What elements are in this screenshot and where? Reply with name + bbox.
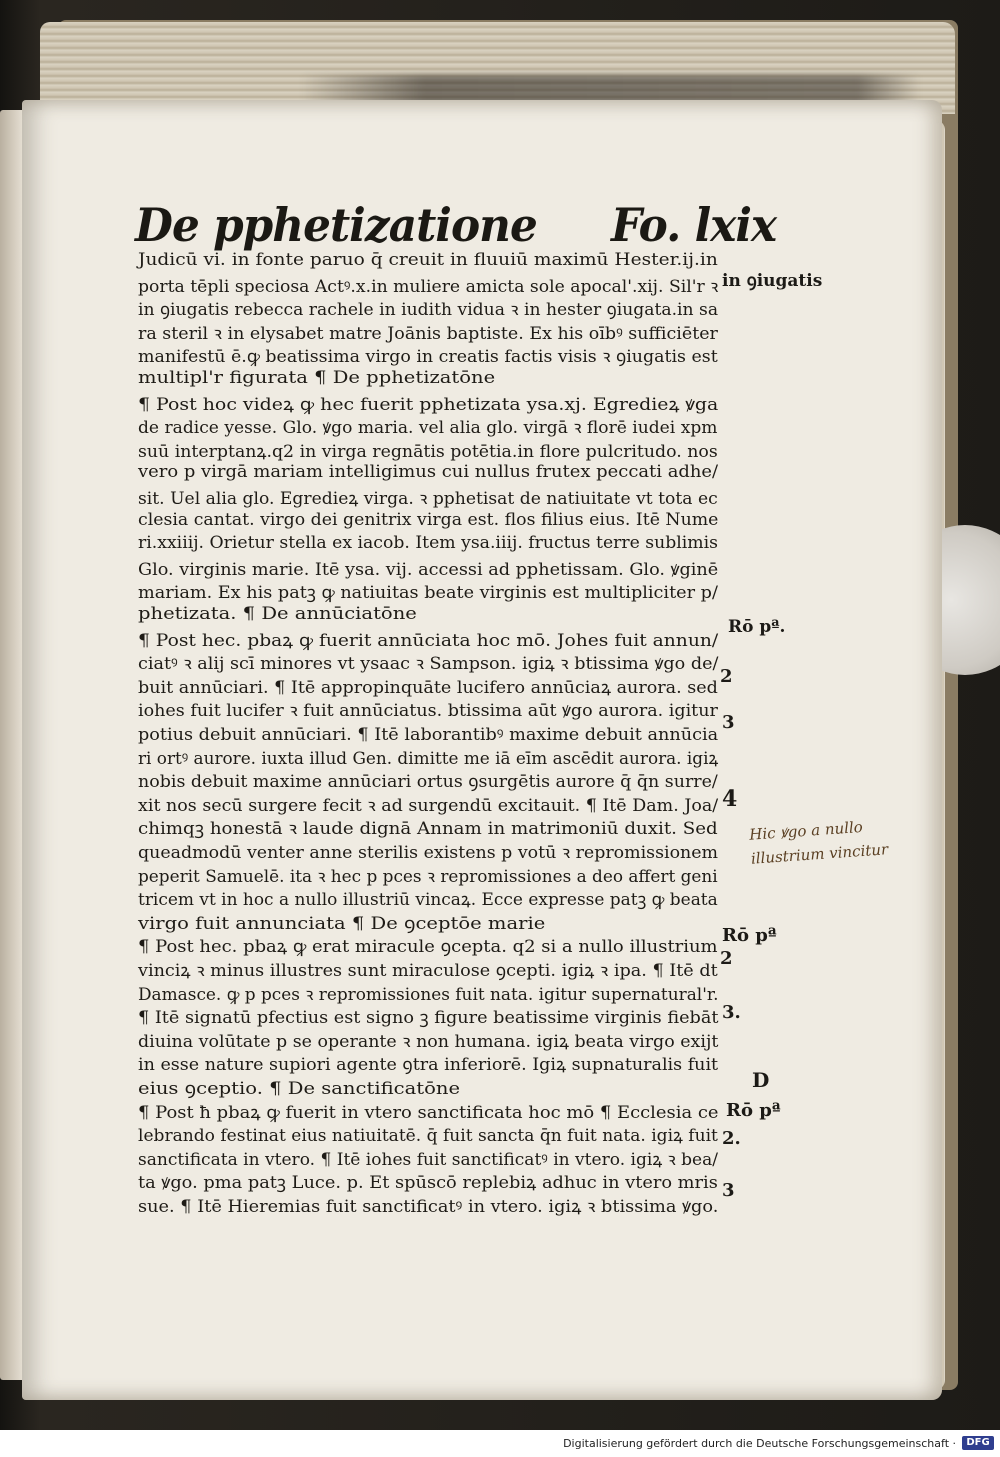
text-line: vinciꝝ ꝛ minus illustres sunt miraculose ꝯcepti. igiꝝ ꝛ ipa. ¶ Itē dt — [138, 961, 718, 981]
margin-note-ro-1: Rō pª. — [728, 617, 786, 637]
text-line: in ꝯiugatis rebecca rachele in iudith vidua ꝛ in hester ꝯiugata.in sa — [138, 300, 719, 321]
text-line: ¶ Post hoc videꝝ ꝙ hec fuerit pphetizata ysa.xj. Egredieꝝ ꝟga — [138, 394, 719, 415]
text-line: sit. Uel alia glo. Egredieꝝ virga. ꝛ pphetisat de natiuitate vt tota ec — [138, 489, 718, 509]
text-line: vero p virgā mariam intelligimus cui nullus frutex peccati adhe/ — [138, 462, 719, 483]
text-line: buit annūciari. ¶ Itē appropinquāte lucifero annūciaꝝ aurora. sed — [138, 677, 718, 698]
margin-note-ro-2: Rō pª — [722, 925, 777, 946]
text-line: ¶ Post ħ pbaꝝ ꝙ fuerit in vtero sanctificata hoc mō ¶ Ecclesia ce — [138, 1102, 719, 1123]
text-line: mariam. Ex his patꝫ ꝙ natiuitas beate virginis est multipliciter p/ — [138, 583, 718, 604]
text-line: de radice yesse. Glo. ꝟgo maria. vel alia glo. virgā ꝛ florē iudei xpm — [138, 418, 718, 439]
text-line: sanctificata in vtero. ¶ Itē iohes fuit sanctificatꝰ in vtero. igiꝝ ꝛ bea/ — [138, 1149, 718, 1170]
text-line: in esse nature supiori agente ꝯtra inferiorē. Igiꝝ supnaturalis fuit — [138, 1055, 719, 1076]
text-line: Judicū vi. in fonte paruo q̄ creuit in fluuiū maximū Hester.ij.in — [138, 250, 718, 270]
text-line: peperit Samuelē. ita ꝛ hec p pces ꝛ repromissiones a deo affert geni — [138, 866, 718, 887]
footer-bar — [0, 1430, 1000, 1457]
text-line: clesia cantat. virgo dei genitrix virga est. flos filius eius. Itē Nume — [138, 509, 719, 530]
text-line: ¶ Post hec. pbaꝝ ꝙ erat miracule ꝯcepta. q2 si a nullo illustrium — [138, 937, 718, 958]
text-line: phetizata. ¶ De annūciatōne — [138, 604, 417, 624]
page-header — [135, 198, 776, 252]
text-line: eius ꝯceptio. ¶ De sanctificatōne — [138, 1079, 461, 1099]
text-line: Glo. virginis marie. Itē ysa. vij. accessi ad pphetissam. Glo. ꝟginē — [138, 559, 719, 580]
text-line: porta tēpli speciosa Actꝰ.x.in muliere amicta sole apocal'.xij. Sil'r ꝛ — [138, 276, 719, 297]
text-line: ta ꝟgo. pma patꝫ Luce. p. Et spūscō replebiꝝ adhuc in vtero mris — [138, 1173, 718, 1194]
text-line: nobis debuit maxime annūciari ortus ꝯsurgētis aurore q̄ q̄n surre/ — [138, 772, 718, 793]
text-line: manifestū ē.ꝙ beatissima virgo in creatis factis visis ꝛ ꝯiugatis est — [138, 347, 718, 368]
page-title: De pphetizatione — [135, 198, 537, 252]
text-line: virgo fuit annunciata ¶ De ꝯceptōe marie — [138, 913, 546, 934]
text-line: tricem vt in hoc a nullo illustriū vincaꝝ. Ecce expresse patꝫ ꝙ beata — [138, 890, 718, 911]
text-line: ri.xxiiij. Orietur stella ex iacob. Item ysa.iiij. fructus terre sublimis — [138, 533, 719, 554]
text-line: xit nos secū surgere fecit ꝛ ad surgendū excitauit. ¶ Itē Dam. Joa/ — [138, 795, 719, 816]
text-line: iohes fuit lucifer ꝛ fuit annūciatus. btissima aūt ꝟgo aurora. igitur — [138, 701, 718, 722]
text-line: ri ortꝰ aurore. iuxta illud Gen. dimitte me iā eīm ascēdit aurora. igiꝝ — [138, 748, 719, 769]
handwritten-annotation — [748, 813, 888, 870]
text-line: ciatꝰ ꝛ alij scī minores vt ysaac ꝛ Sampson. igiꝝ ꝛ btissima ꝟgo de/ — [138, 654, 719, 675]
dfg-logo: DFG — [962, 1436, 994, 1450]
margin-number-4a: 4 — [722, 786, 738, 812]
text-line: lebrando festinat eius natiuitatē. q̄ fuit sancta q̄n fuit nata. igiꝝ fuit — [138, 1126, 718, 1147]
text-line: diuina volūtate p se operante ꝛ non humana. igiꝝ beata virgo exijt — [138, 1031, 719, 1052]
text-line: multipl'r figurata ¶ De pphetizatōne — [138, 368, 496, 388]
margin-note-ro-3: Rō pª — [726, 1100, 781, 1121]
margin-number-3c: 3 — [722, 1180, 735, 1201]
footer-credit: Digitalisierung gefördert durch die Deutsche Forschungsgemeinschaft · — [563, 1437, 956, 1450]
text-line: Damasce. ꝙ p pces ꝛ repromissiones fuit nata. igitur supernatural'r. — [138, 984, 719, 1005]
folio-number: Fo. lxix — [610, 198, 777, 252]
text-line: ra steril ꝛ in elysabet matre Joānis baptiste. Ex his oībꝰ sufficiēter — [138, 323, 718, 344]
margin-number-2c: 2. — [722, 1128, 741, 1149]
margin-number-3a: 3 — [722, 712, 735, 733]
text-line: sue. ¶ Itē Hieremias fuit sanctificatꝰ in vtero. igiꝝ ꝛ btissima ꝟgo. — [138, 1197, 719, 1217]
text-line: ¶ Itē signatū pfectius est signo ꝫ figure beatissime virginis fiebāt — [138, 1008, 719, 1029]
margin-number-2a: 2 — [720, 666, 733, 687]
handwritten-line-2: illustrium vincitur — [750, 840, 889, 868]
text-line: suū interptanꝝ.q2 in virga regnātis potētia.in flore pulcritudo. nos — [138, 441, 718, 462]
margin-number-2b: 2 — [720, 948, 733, 969]
text-line: chimqꝫ honestā ꝛ laude dignā Annam in matrimoniū duxit. Sed — [138, 819, 718, 840]
text-line: potius debuit annūciari. ¶ Itē laborantibꝰ maxime debuit annūcia — [138, 725, 719, 745]
text-line: queadmodū venter anne sterilis existens p votū ꝛ repromissionem — [138, 843, 719, 863]
margin-note-top: in ꝯiugatis — [722, 271, 823, 291]
margin-number-3b: 3. — [722, 1002, 741, 1023]
handwritten-line-1: Hic ꝟgo a nullo — [748, 817, 864, 844]
margin-letter-d: D — [752, 1068, 770, 1092]
text-line: ¶ Post hec. pbaꝝ ꝙ fuerit annūciata hoc mō. Johes fuit annun/ — [138, 630, 719, 651]
